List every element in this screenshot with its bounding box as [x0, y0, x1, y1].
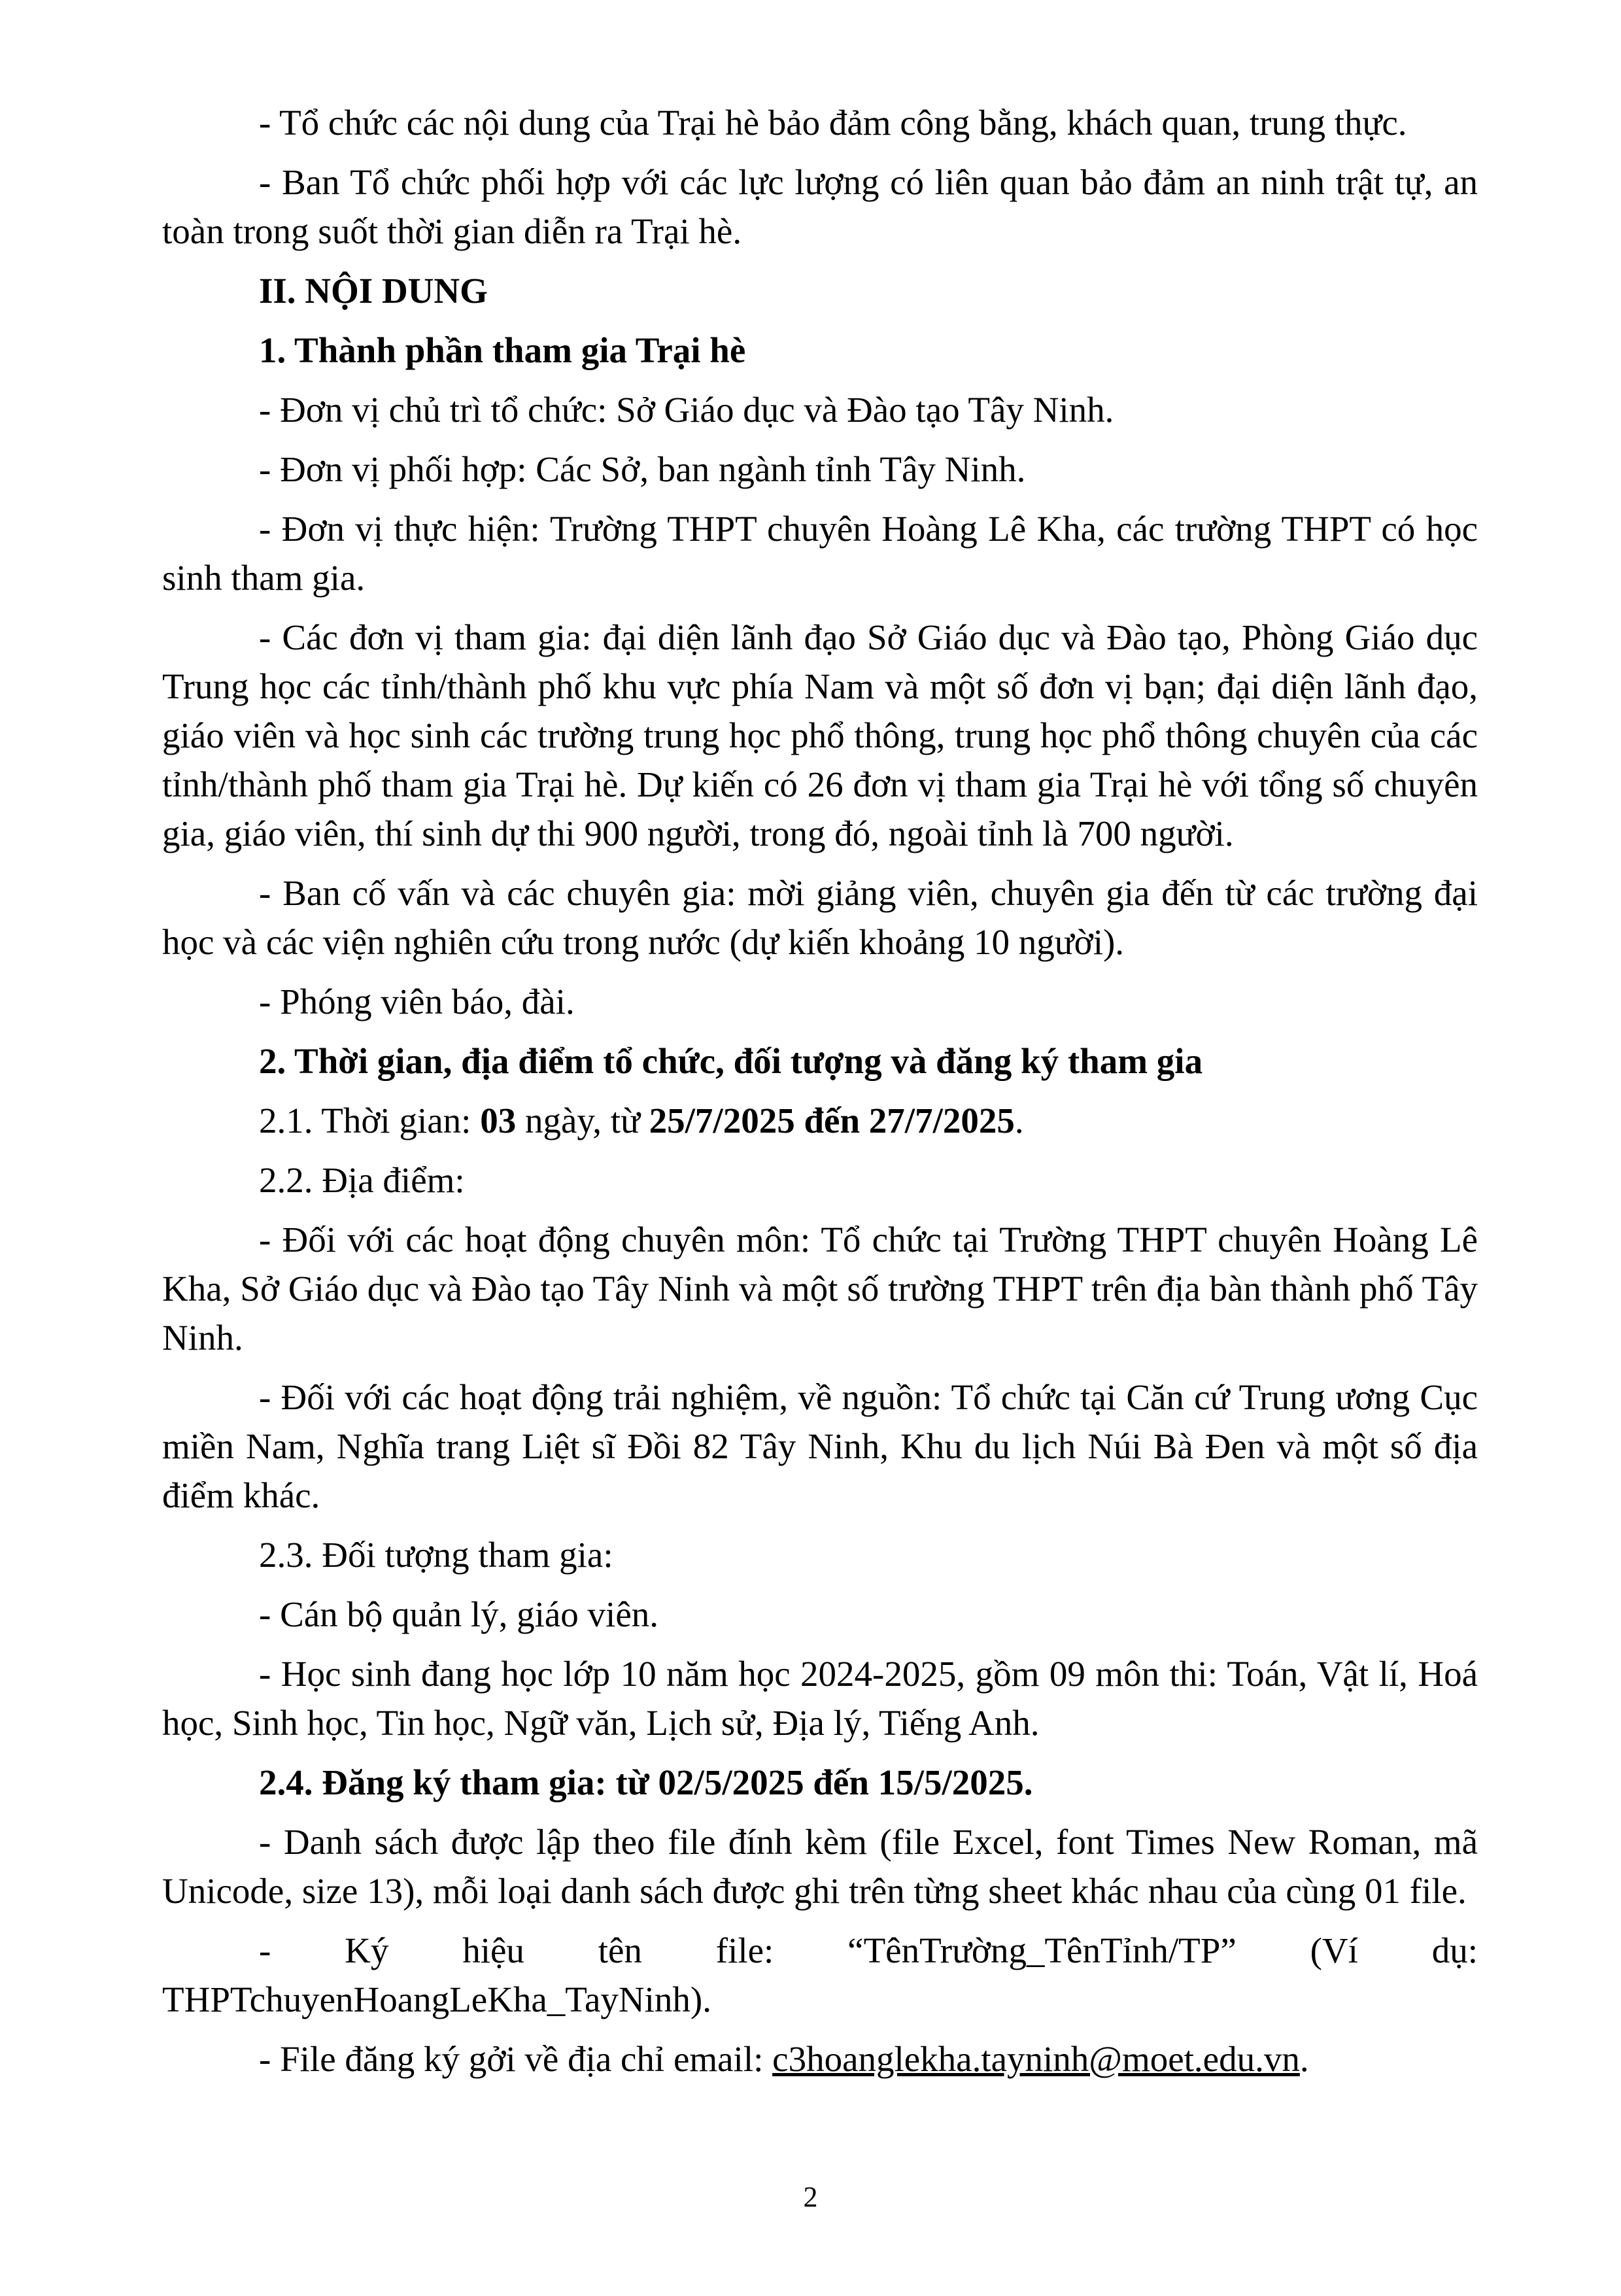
time-mid: ngày, từ — [516, 1101, 649, 1140]
section-heading: II. NỘI DUNG — [259, 271, 488, 311]
document-page — [162, 98, 1478, 2094]
paragraph: - Các đơn vị tham gia: đại diện lãnh đạo Sở Giáo dục và Đào tạo, Phòng Giáo dục Trung học các tỉnh/thành phố khu vực phía Nam và một số đơn vị bạn; đại diện lãnh đạo, giáo viên và học sinh các trường trung học phổ thông, trung học phổ thông chuyên của các tỉnh/thành phố tham gia Trại hè. Dự kiến có 26 đơn vị tham gia Trại hè với tổng số chuyên gia, giáo viên, thí sinh dự thi 900 người, trong đó, ngoài tỉnh là 700 người. — [162, 617, 1478, 853]
time-prefix: 2.1. Thời gian: — [259, 1101, 481, 1140]
subsection-heading: 2. Thời gian, địa điểm tổ chức, đối tượng và đăng ký tham gia — [259, 1041, 1203, 1081]
filename-line-2: THPTchuyenHoangLeKha_TayNinh). — [162, 1979, 711, 2019]
email-link[interactable]: c3hoanglekha.tayninh@moet.edu.vn — [772, 2039, 1300, 2079]
target-heading: 2.3. Đối tượng tham gia: — [259, 1535, 613, 1575]
paragraph: - Ban cố vấn và các chuyên gia: mời giảng viên, chuyên gia đến từ các trường đại học và các viện nghiên cứu trong nước (dự kiến khoảng 10 người). — [162, 873, 1478, 962]
page-number: 2 — [803, 2181, 818, 2213]
time-end: . — [1014, 1101, 1024, 1140]
email-suffix: . — [1299, 2039, 1309, 2079]
email-paragraph — [162, 2034, 1478, 2083]
paragraph: - Đối với các hoạt động trải nghiệm, về nguồn: Tổ chức tại Căn cứ Trung ương Cục miền Nam, Nghĩa trang Liệt sĩ Đồi 82 Tây Ninh, Khu du lịch Núi Bà Đen và một số địa điểm khác. — [162, 1377, 1478, 1515]
paragraph: - Đối với các hoạt động chuyên môn: Tổ chức tại Trường THPT chuyên Hoàng Lê Kha, Sở Giáo dục và Đào tạo Tây Ninh và một số trường THPT trên địa bàn thành phố Tây Ninh. — [162, 1220, 1478, 1358]
paragraph: - Phóng viên báo, đài. — [259, 982, 575, 1021]
time-days: 03 — [480, 1101, 517, 1140]
subsection-heading: 1. Thành phần tham gia Trại hè — [259, 330, 746, 370]
filename-paragraph — [162, 1926, 1478, 2024]
paragraph: - Học sinh đang học lớp 10 năm học 2024-2025, gồm 09 môn thi: Toán, Vật lí, Hoá học, Sinh học, Tin học, Ngữ văn, Lịch sử, Địa lý, Tiếng Anh. — [162, 1654, 1478, 1743]
time-range: 25/7/2025 đến 27/7/2025 — [649, 1101, 1015, 1140]
time-paragraph — [162, 1096, 1478, 1145]
paragraph: - Danh sách được lập theo file đính kèm (file Excel, font Times New Roman, mã Unicode, size 13), mỗi loại danh sách được ghi trên từng sheet khác nhau của cùng 01 file. — [162, 1822, 1478, 1911]
paragraph: - Đơn vị chủ trì tổ chức: Sở Giáo dục và Đào tạo Tây Ninh. — [259, 390, 1114, 430]
email-prefix: - File đăng ký gởi về địa chỉ email: — [259, 2039, 773, 2079]
registration-heading: 2.4. Đăng ký tham gia: từ 02/5/2025 đến 15/5/2025. — [259, 1762, 1033, 1802]
paragraph: - Cán bộ quản lý, giáo viên. — [259, 1594, 658, 1634]
paragraph: - Đơn vị thực hiện: Trường THPT chuyên Hoàng Lê Kha, các trường THPT có học sinh tham gia. — [162, 509, 1478, 598]
paragraph: - Đơn vị phối hợp: Các Sở, ban ngành tỉnh Tây Ninh. — [259, 449, 1026, 489]
paragraph: - Ban Tổ chức phối hợp với các lực lượng có liên quan bảo đảm an ninh trật tự, an toàn trong suốt thời gian diễn ra Trại hè. — [162, 162, 1478, 251]
paragraph: - Tổ chức các nội dung của Trại hè bảo đảm công bằng, khách quan, trung thực. — [259, 103, 1407, 143]
filename-line-1: - Ký hiệu tên file: “TênTrường_TênTỉnh/TP” (Ví dụ: — [259, 1930, 1478, 1970]
location-heading: 2.2. Địa điểm: — [259, 1160, 465, 1200]
